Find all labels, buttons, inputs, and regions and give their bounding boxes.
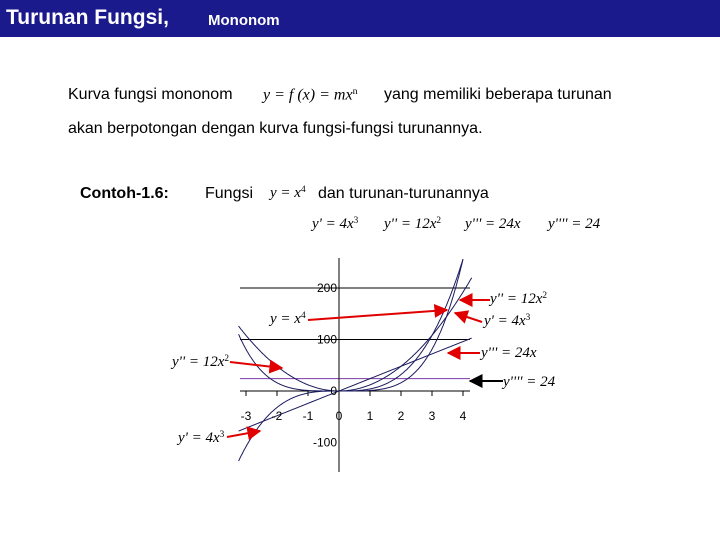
example-fungsi-text: Fungsi bbox=[205, 185, 254, 202]
y-tick-label: 0 bbox=[330, 384, 337, 398]
label-right-y4: y'''' = 24 bbox=[503, 374, 556, 390]
derivative-1: $y' = 4x^3$ bbox=[312, 216, 359, 233]
x-tick-label: 2 bbox=[397, 409, 405, 423]
page-subtitle: Mononom bbox=[208, 12, 280, 29]
arrow-left-y1 bbox=[227, 431, 260, 437]
intro-formula: y = f $(x) = mx^n$ bbox=[263, 86, 358, 104]
arrow-left-y2 bbox=[230, 362, 282, 368]
label-right-y3: y''' = 24x bbox=[481, 345, 537, 361]
x-tick-label: 3 bbox=[428, 409, 436, 423]
example-label: Contoh-1.6: bbox=[80, 185, 169, 202]
label-left-y0: $y = x^4$ bbox=[270, 311, 306, 328]
derivative-4: y'''' = 24 bbox=[548, 216, 601, 232]
intro-line-2: akan berpotongan dengan kurva fungsi-fungsi turunannya. bbox=[68, 120, 483, 137]
x-tick-label: 4 bbox=[459, 409, 467, 423]
example-function: $y = x^4$ bbox=[270, 185, 306, 202]
y-tick-label: 100 bbox=[316, 332, 337, 347]
x-tick-label: 0 bbox=[335, 409, 343, 423]
intro-text-after: yang memiliki beberapa turunan bbox=[384, 86, 612, 103]
y-tick-label: 200 bbox=[316, 281, 337, 295]
label-left-y2: $y'' = 12x^2$ bbox=[172, 354, 230, 371]
x-tick-label: 1 bbox=[366, 409, 374, 423]
series-y2-curve bbox=[239, 278, 472, 391]
x-tick-label: -1 bbox=[302, 409, 314, 423]
label-left-y1: $y' = 4x^3$ bbox=[178, 430, 225, 447]
page-title: Turunan Fungsi, bbox=[6, 6, 169, 29]
intro-text-before: Kurva fungsi mononom bbox=[68, 86, 233, 103]
arrow-right-y1 bbox=[455, 313, 482, 322]
x-tick-label: -3 bbox=[240, 409, 252, 423]
label-right-y2: $y'' = 12x^2$ bbox=[490, 291, 548, 308]
y-tick-label: -100 bbox=[312, 435, 337, 450]
arrow-left-y0 bbox=[308, 310, 447, 320]
series-y1-curve bbox=[239, 259, 463, 461]
derivative-2: $y'' = 12x^2$ bbox=[384, 216, 442, 233]
label-right-y1: $y' = 4x^3$ bbox=[484, 313, 531, 330]
x-tick-label: -2 bbox=[271, 409, 283, 423]
example-text-after: dan turunan-turunannya bbox=[318, 185, 489, 202]
derivative-3: y''' = 24x bbox=[465, 216, 521, 232]
